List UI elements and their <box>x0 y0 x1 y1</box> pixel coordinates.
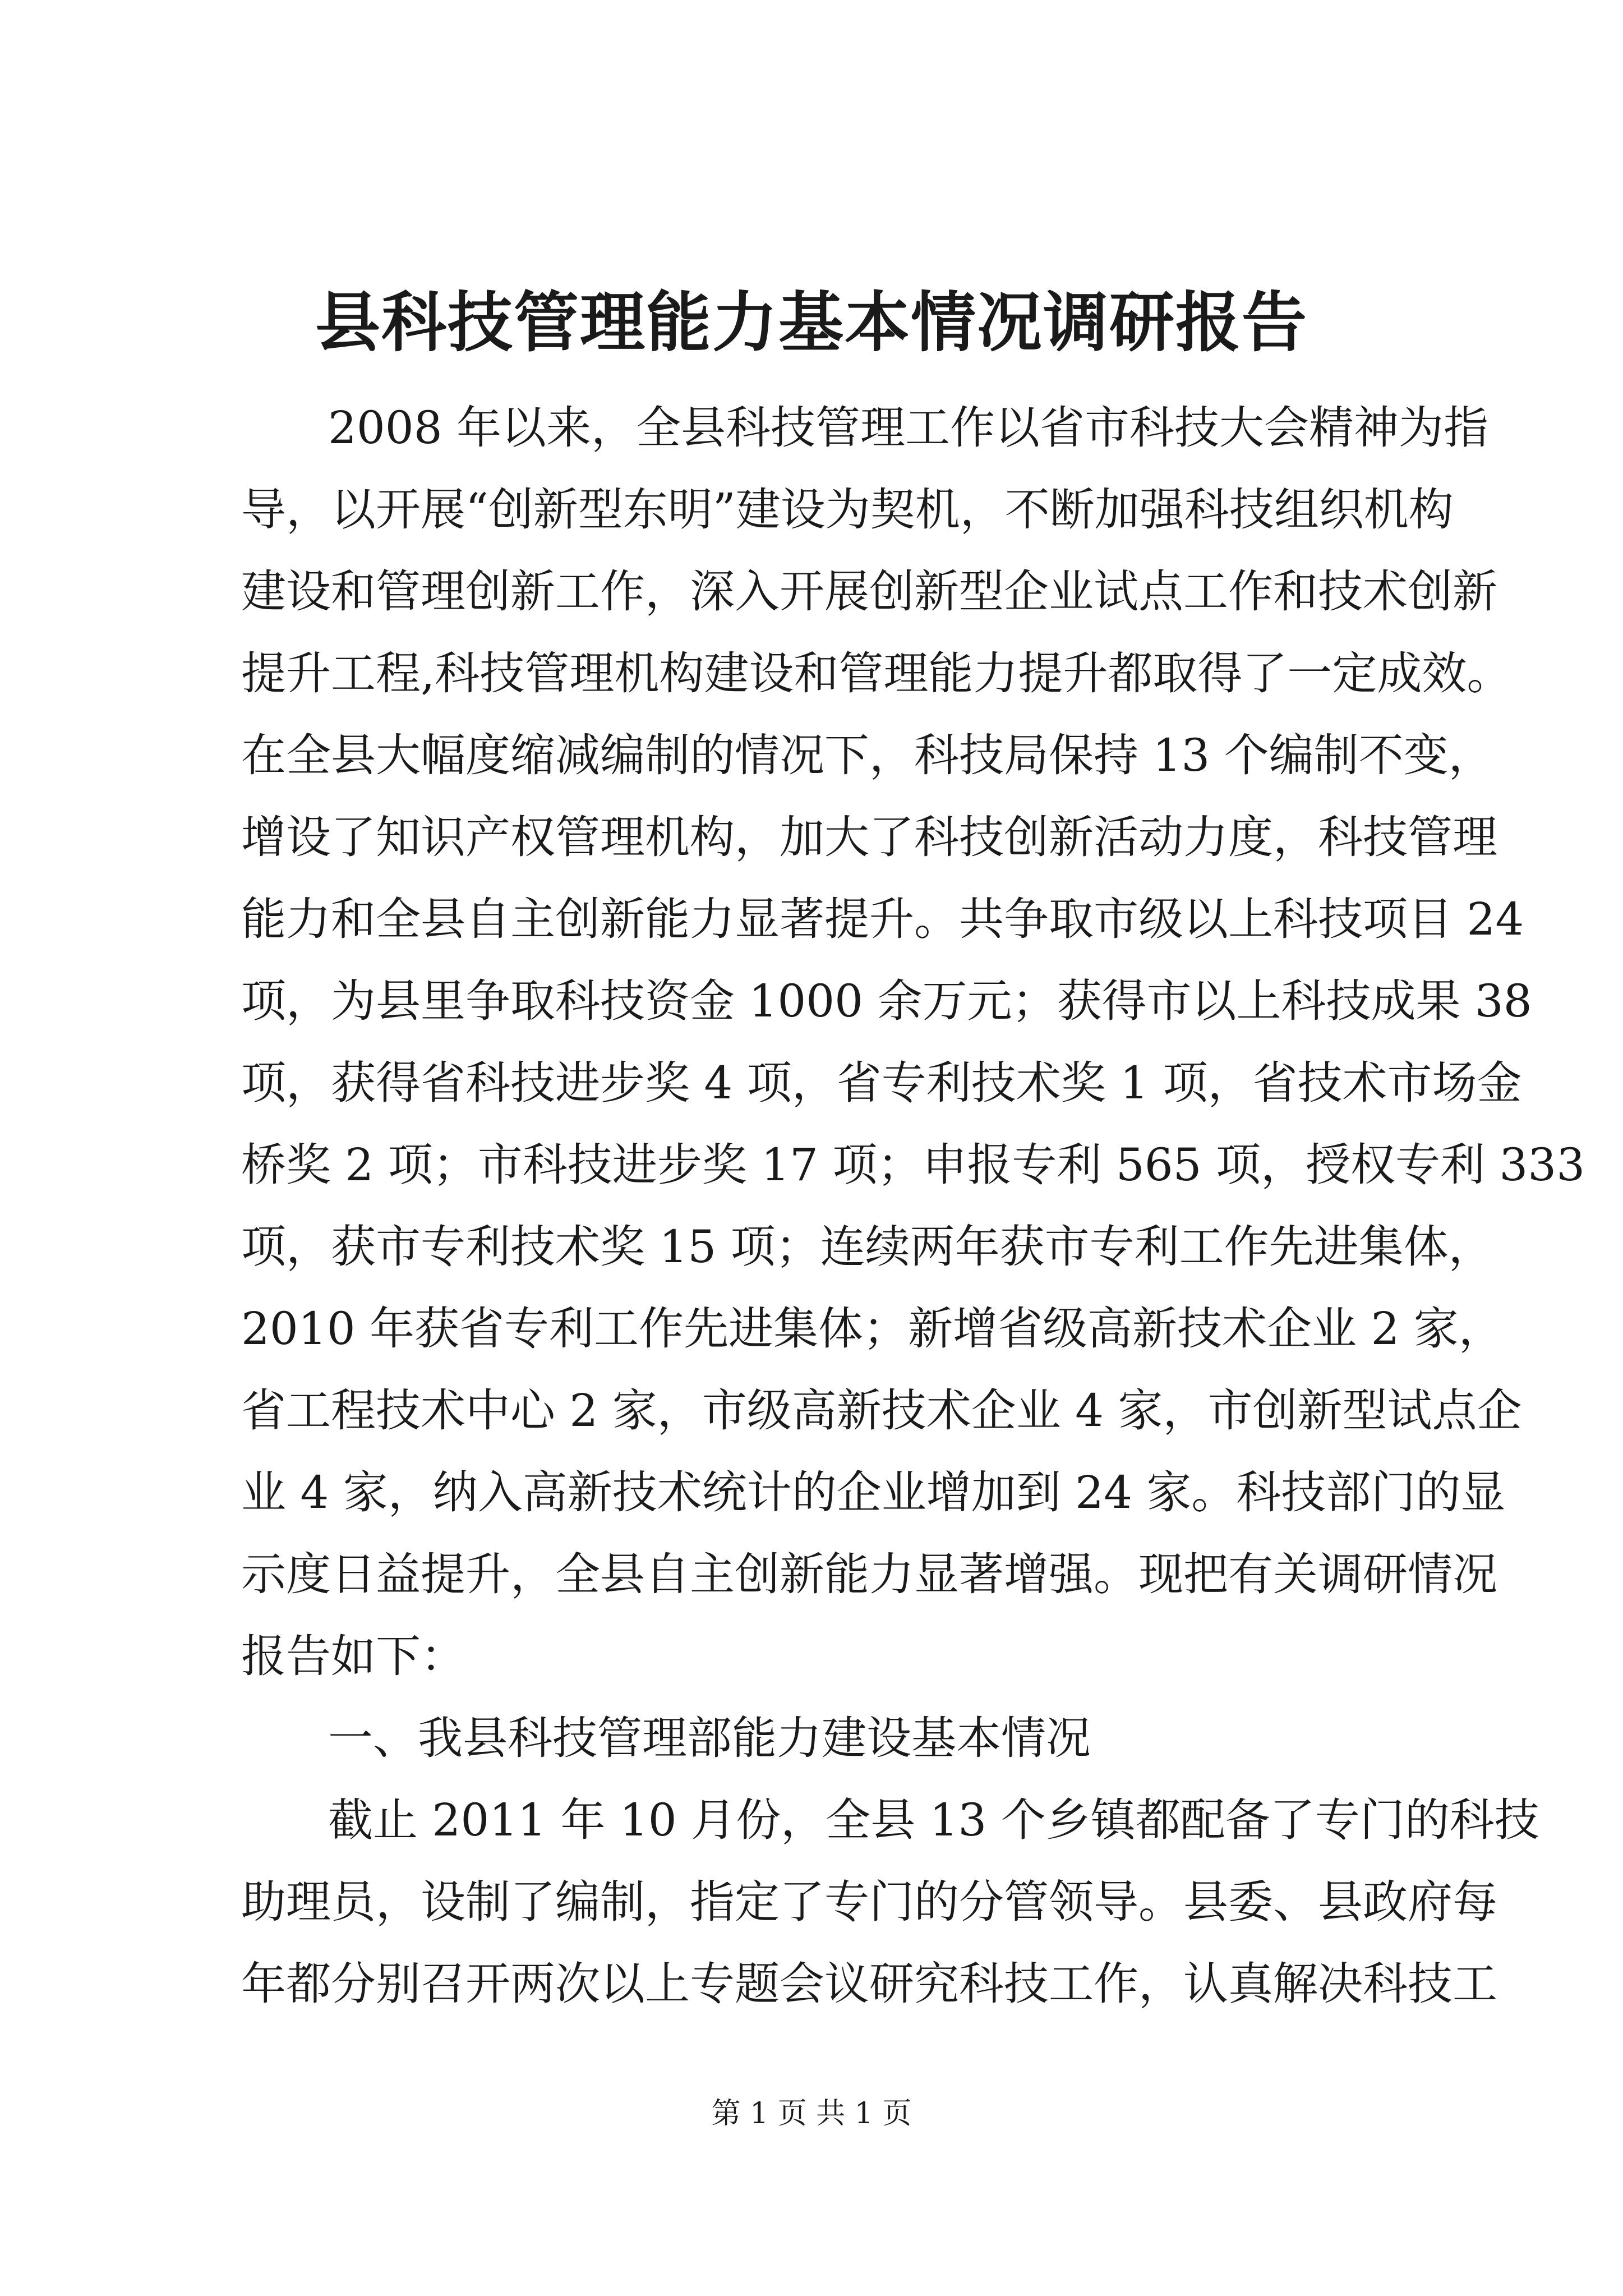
body-line: 2010 年获省专利工作先进集体；新增省级高新技术企业 2 家， <box>241 1303 1504 1355</box>
body-line: 报告如下： <box>241 1630 465 1682</box>
body-line: 业 4 家，纳入高新技术统计的企业增加到 24 家。科技部门的显 <box>241 1466 1506 1519</box>
document-body <box>241 387 1585 2025</box>
body-line: 桥奖 2 项；市科技进步奖 17 项；申报专利 565 项，授权专利 333 <box>241 1139 1585 1191</box>
document-title: 县科技管理能力基本情况调研报告 <box>315 284 1308 361</box>
body-line: 助理员，设制了编制，指定了专门的分管领导。县委、县政府每 <box>241 1876 1497 1928</box>
body-line: 截止 2011 年 10 月份，全县 13 个乡镇都配备了专门的科技 <box>328 1794 1539 1846</box>
page-footer: 第 1 页 共 1 页 <box>711 2097 912 2131</box>
body-line: 在全县大幅度缩减编制的情况下，科技局保持 13 个编制不变， <box>241 729 1493 781</box>
body-line: 提升工程,科技管理机构建设和管理能力提升都取得了一定成效。 <box>241 647 1512 700</box>
body-line: 建设和管理创新工作，深入开展创新型企业试点工作和技术创新 <box>241 565 1497 618</box>
section-heading: 一、我县科技管理部能力建设基本情况 <box>328 1712 1091 1764</box>
body-line: 2008 年以来，全县科技管理工作以省市科技大会精神为指 <box>328 402 1489 454</box>
body-line: 增设了知识产权管理机构，加大了科技创新活动力度，科技管理 <box>241 811 1497 863</box>
body-line: 年都分别召开两次以上专题会议研究科技工作，认真解决科技工 <box>241 1958 1497 2010</box>
body-line: 能力和全县自主创新能力显著提升。共争取市级以上科技项目 24 <box>241 893 1524 945</box>
body-line: 项，获市专利技术奖 15 项；连续两年获市专利工作先进集体， <box>241 1221 1493 1273</box>
body-line: 导，以开展“创新型东明”建设为契机，不断加强科技组织机构 <box>241 484 1454 536</box>
body-line: 示度日益提升，全县自主创新能力显著增强。现把有关调研情况 <box>241 1548 1497 1600</box>
body-line: 项，为县里争取科技资金 1000 余万元；获得市以上科技成果 38 <box>241 975 1532 1027</box>
body-line: 项，获得省科技进步奖 4 项，省专利技术奖 1 项，省技术市场金 <box>241 1057 1522 1109</box>
body-line: 省工程技术中心 2 家，市级高新技术企业 4 家，市创新型试点企 <box>241 1384 1522 1437</box>
